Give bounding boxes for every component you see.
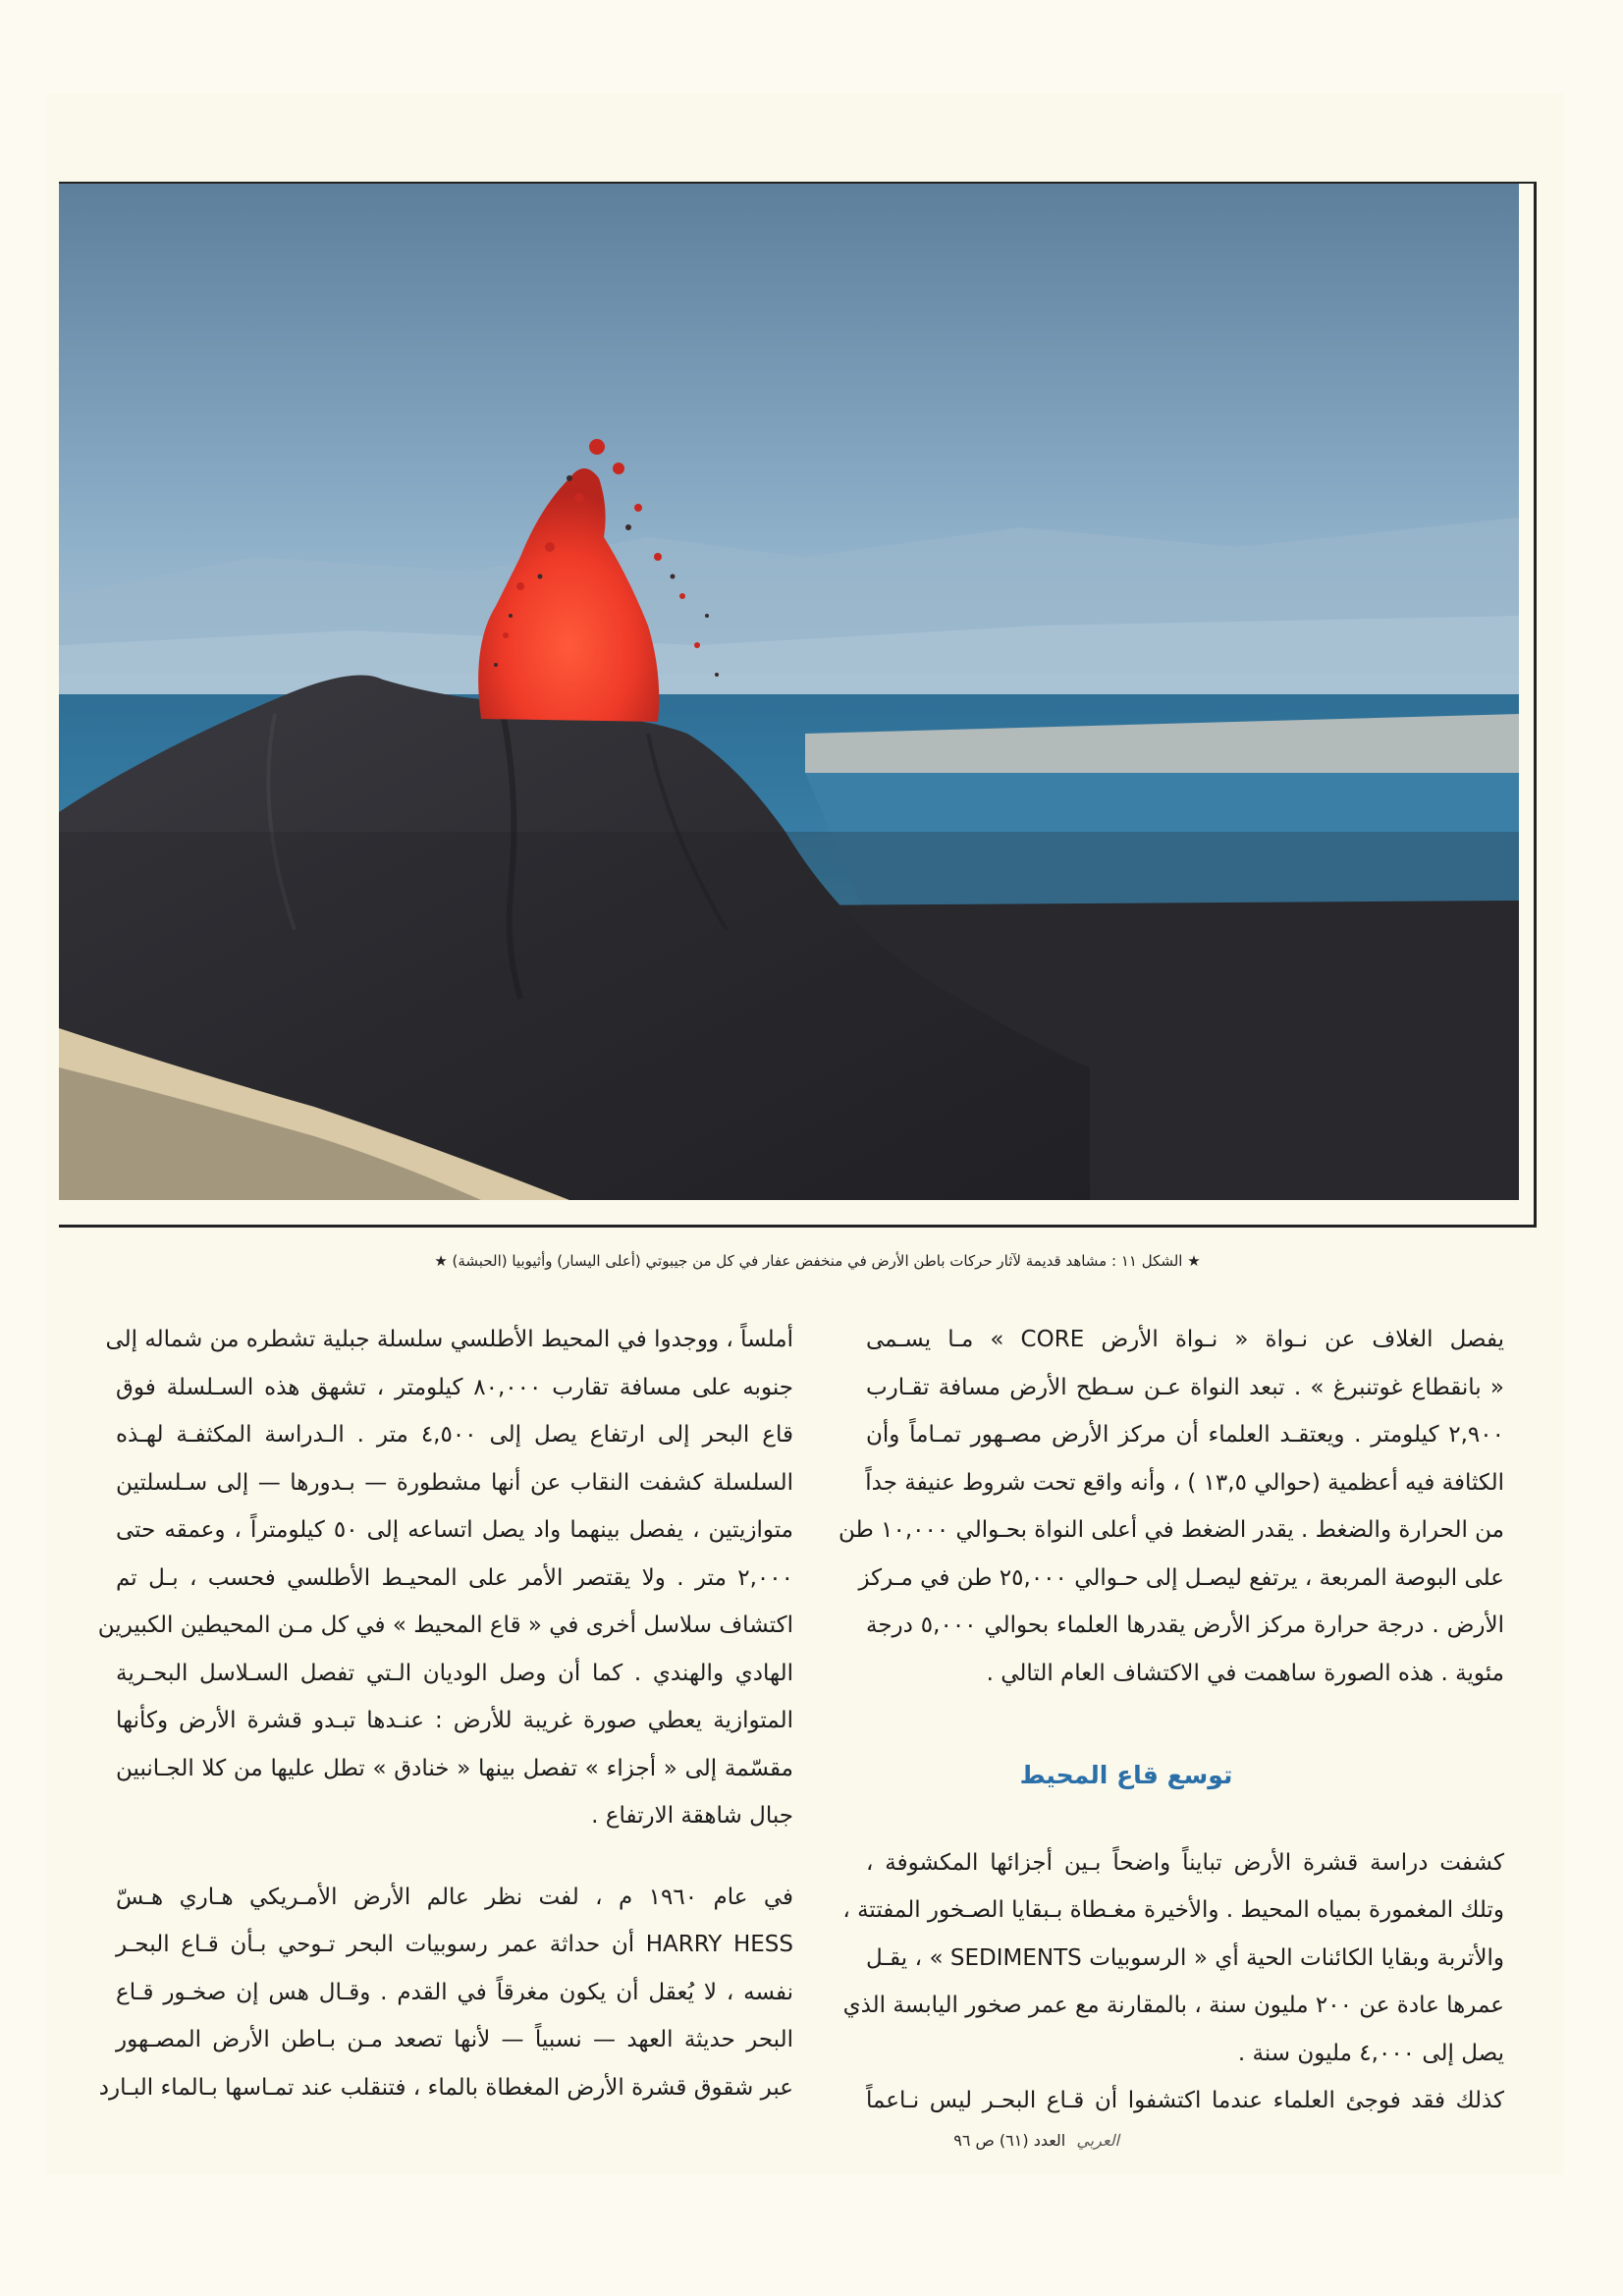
figure-caption: ★ الشكل ١١ : مشاهد قديمة لآثار حركات باطن الأرض في منخفض عفار في كل من جيبوتي (أعلى اليسار) وأثيوبيا (الحبشة) ★	[434, 1252, 1201, 1270]
text-line: السلسلة كشفت النقاب عن أنها مشطورة — بـدورها — إلى سـلسلتين	[116, 1469, 793, 1496]
text-line: جبال شاهقة الارتفاع .	[591, 1803, 793, 1829]
text-line: أملساً ، ووجدوا في المحيط الأطلسي سلسلة جبلية تشطره من شماله إلى	[105, 1327, 793, 1352]
text-line: متوازيتين ، يفصل بينهما واد يصل اتساعه إلى ٥٠ كيلومتراً ، وعمقه حتى	[116, 1517, 793, 1543]
photo-frame	[59, 182, 1537, 1228]
text-line: يصل إلى ٤,٠٠٠ مليون سنة .	[1237, 2040, 1504, 2066]
left-paragraph-1	[97, 1316, 794, 1840]
text-line: من الحرارة والضغط . يقدر الضغط في أعلى النواة بحـوالي ١٠,٠٠٠ طن	[839, 1517, 1504, 1543]
text-line: على البوصة المربعة ، يرتفع ليصـل إلى حـوالي ٢٥,٠٠٠ طن في مـركز	[858, 1564, 1504, 1591]
text-line: جنوبه على مسافة تقارب ٨٠,٠٠٠ كيلومتر ، تشهق هذه السـلسلة فوق	[116, 1374, 794, 1400]
text-line: يفصل الغلاف عن نـواة « نـواة الأرض CORE » مـا يسـمى	[866, 1327, 1504, 1352]
right-paragraph-2	[842, 1839, 1504, 2078]
text-line: قاع البحر إلى ارتفاع يصل إلى ٤,٥٠٠ متر . الـدراسة المكثفـة لهـذه	[116, 1422, 793, 1448]
magazine-logo: العربي	[1076, 2131, 1119, 2150]
right-paragraph-1	[839, 1316, 1504, 1697]
text-line: كشفت دراسة قشرة الأرض تبايناً واضحاً بـين أجزائها المكشوفة ،	[866, 1849, 1504, 1876]
text-line: مقسّمة إلى « أجزاء » تفصل بينها « خنادق » تطل عليها من كلا الجـانبين	[116, 1755, 793, 1781]
text-line: ٢,٠٠٠ متر . ولا يقتصر الأمر على المحيـط الأطلسي فحسب ، بـل تم	[116, 1564, 793, 1591]
text-line: المتوازية يعطي صورة غريبة للأرض : عنـدها تبـدو قشرة الأرض وكأنها	[116, 1708, 793, 1733]
text-line: كذلك فقد فوجئ العلماء عندما اكتشفوا أن قـاع البحـر ليس نـاعماً	[866, 2088, 1504, 2113]
right-column	[839, 1316, 1504, 2125]
text-line: الأرض . درجة حرارة مركز الأرض يقدرها العلماء بحوالي ٥,٠٠٠ درجة	[866, 1613, 1504, 1638]
text-line: البحر حديثة العهد — نسبياً — لأنها تصعد مـن بـاطن الأرض المصـهور	[116, 2027, 793, 2052]
text-line: عبر شقوق قشرة الأرض المغطاة بالماء ، فتنقلب عند تمـاسها بـالماء البـارد	[98, 2074, 793, 2101]
paragraph-gap	[116, 1840, 793, 1874]
text-line: في عام ١٩٦٠ م ، لفت نظر عالم الأرض الأمـريكي هـاري هـسّ	[116, 1884, 794, 1910]
left-paragraph-2	[98, 1874, 794, 2112]
issue-page-number: العدد (٦١) ص ٩٦	[953, 2131, 1066, 2150]
text-line: HARRY HESS أن حداثة عمر رسوبيات البحر تـوحي بـأن قـاع البحـر	[116, 1932, 793, 1957]
section-heading: توسع قاع المحيط	[1019, 1761, 1233, 1789]
text-line: ٢,٩٠٠ كيلومتر . ويعتقـد العلماء أن مركز الأرض مصـهور تمـاماً وأن	[866, 1422, 1504, 1448]
text-line: مئوية . هذه الصورة ساهمت في الاكتشاف العام التالي .	[986, 1660, 1504, 1686]
text-line: نفسه ، لا يُعقل أن يكون مغرقاً في القدم . وقـال هس إن صخـور قـاع	[116, 1979, 793, 2005]
right-paragraph-3	[866, 2077, 1504, 2125]
text-line: اكتشاف سلاسل أخرى في « قاع المحيط » في كل مـن المحيطين الكبيرين	[97, 1613, 793, 1638]
text-line: « بانقطاع غوتنبرغ » . تبعد النواة عـن سـطح الأرض مسافة تقـارب	[866, 1374, 1504, 1400]
left-column	[97, 1316, 794, 2111]
text-line: والأتربة وبقايا الكائنات الحية أي « الرسوبيات SEDIMENTS » ، يقـل	[866, 1944, 1504, 1971]
text-line: الهادي والهندي . كما أن وصل الوديان الـتي تفصل السـلاسل البحـرية	[116, 1660, 793, 1686]
text-line: وتلك المغمورة بمياه المحيط . والأخيرة مغـطاة بـبقايا الصـخور المفتتة ،	[842, 1897, 1504, 1923]
text-line: الكثافة فيه أعظمية (حوالي ١٣,٥ ) ، وأنه واقع تحت شروط عنيفة جداً	[865, 1469, 1504, 1496]
text-line: عمرها عادة عن ٢٠٠ مليون سنة ، بالمقارنة مع عمر صخور اليابسة الذي	[842, 1993, 1504, 2018]
page-footer	[864, 2131, 1119, 2150]
